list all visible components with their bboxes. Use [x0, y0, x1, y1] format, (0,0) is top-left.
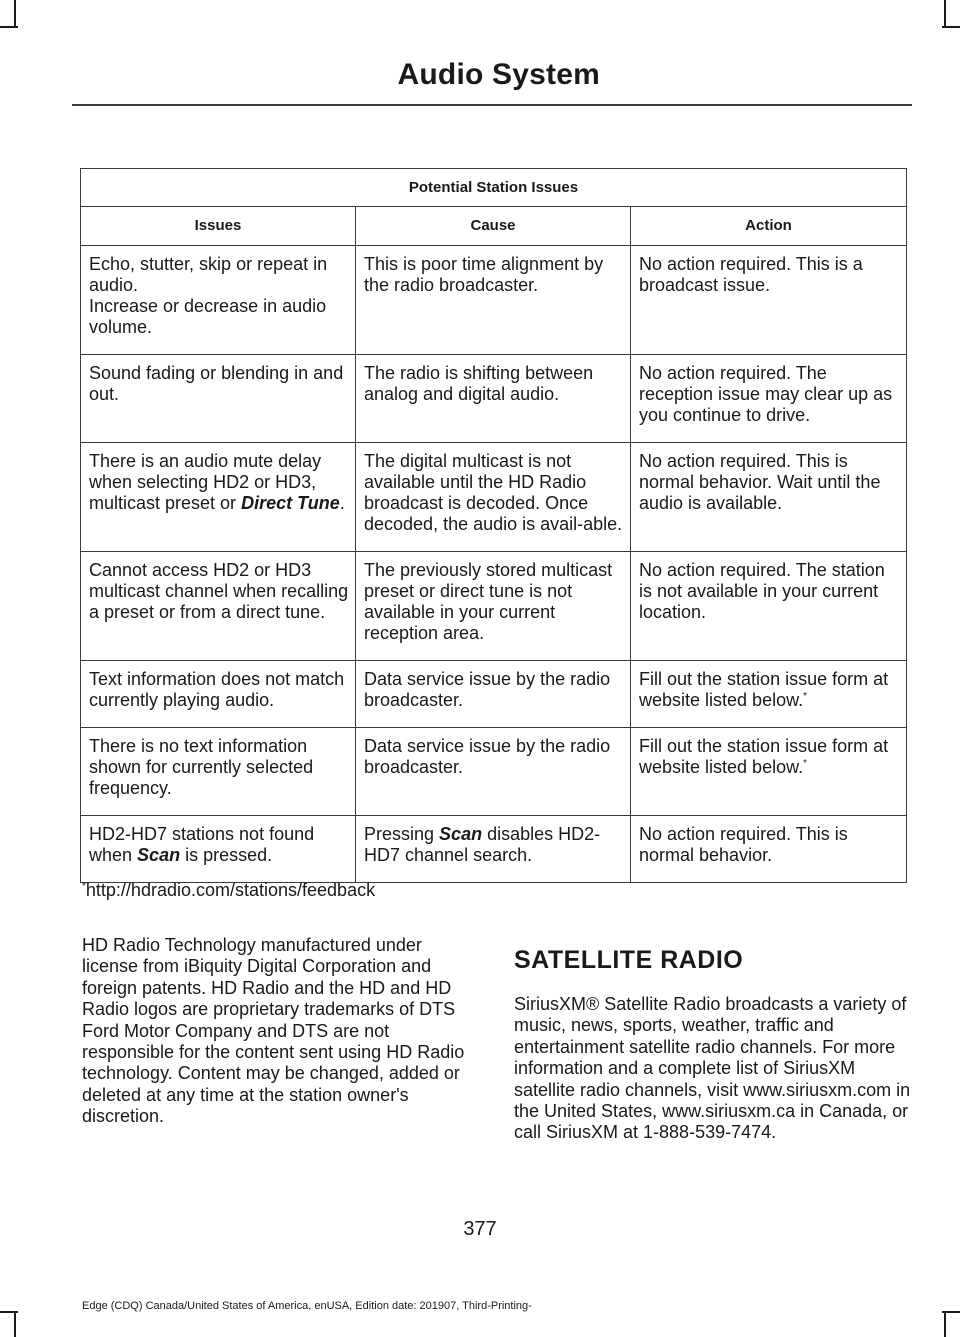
action-cell: No action required. This is a broadcast issue. — [631, 246, 907, 355]
scan-label: Scan — [439, 824, 483, 844]
page-title: Audio System — [397, 58, 600, 91]
issue-text: HD2-HD7 stations not found when — [89, 824, 315, 865]
table-caption: Potential Station Issues — [81, 169, 907, 207]
footnote — [82, 880, 375, 901]
action-text: Fill out the station issue form at website listed below. — [639, 669, 889, 710]
crop-mark — [14, 0, 16, 28]
crop-mark — [942, 26, 960, 28]
cause-cell: Data service issue by the radio broadcaster. — [356, 728, 631, 816]
action-cell — [631, 728, 907, 816]
scan-label: Scan — [137, 845, 181, 865]
cause-cell — [356, 816, 631, 883]
issue-cell: There is no text information shown for currently selected frequency. — [81, 728, 356, 816]
issue-text: is pressed. — [185, 845, 273, 865]
crop-mark — [942, 1311, 960, 1313]
table-row — [81, 728, 907, 816]
cause-cell: This is poor time alignment by the radio broadcaster. — [356, 246, 631, 355]
satellite-radio-section — [514, 994, 914, 1144]
footnote-url: http://hdradio.com/stations/feedback — [85, 880, 376, 900]
direct-tune-label: Direct Tune — [241, 493, 340, 513]
cause-text: disables HD2-HD7 channel search. — [364, 824, 601, 865]
issue-text: . — [339, 493, 345, 513]
crop-mark — [944, 1311, 946, 1337]
cause-cell: The radio is shifting between analog and digital audio. — [356, 355, 631, 443]
crop-mark — [944, 0, 946, 28]
action-cell: No action required. The station is not available in your current location. — [631, 552, 907, 661]
table-row — [81, 816, 907, 883]
action-cell: No action required. The reception issue may clear up as you continue to drive. — [631, 355, 907, 443]
page-number: 377 — [463, 1218, 497, 1240]
table-row — [81, 355, 907, 443]
section-title: SATELLITE RADIO — [514, 946, 744, 974]
crop-mark — [14, 1311, 16, 1337]
issue-line: Echo, stutter, skip or repeat in audio. — [89, 254, 328, 295]
cause-cell: Data service issue by the radio broadcaster. — [356, 661, 631, 728]
issue-cell: Cannot access HD2 or HD3 multicast channel when recalling a preset or from a direct tune. — [81, 552, 356, 661]
issue-line: Increase or decrease in audio volume. — [89, 296, 327, 337]
issue-text: There is an audio mute delay when selecting HD2 or HD3, multicast preset or — [89, 451, 322, 513]
action-cell: No action required. This is normal behavior. — [631, 816, 907, 883]
action-cell: No action required. This is normal behavior. Wait until the audio is available. — [631, 443, 907, 552]
hd-radio-paragraph: HD Radio Technology manufactured under license from iBiquity Digital Corporation and foreign patents. HD Radio and the HD and HD Radio logos are proprietary trademarks of DTS Ford Motor Company and DTS are not responsible for the content sent using HD Radio technology. Content may be changed, added or deleted at any time at the station owner's discretion. — [82, 935, 465, 1127]
table-row — [81, 661, 907, 728]
column-header-cause: Cause — [356, 207, 631, 246]
table-row — [81, 246, 907, 355]
issue-cell: Text information does not match currently playing audio. — [81, 661, 356, 728]
cause-text: Pressing — [364, 824, 435, 844]
station-issues-table — [80, 168, 907, 883]
footnote-mark: * — [803, 758, 807, 769]
edition-line: Edge (CDQ) Canada/United States of America, enUSA, Edition date: 201907, Third-Printing- — [82, 1300, 532, 1312]
action-text: Fill out the station issue form at website listed below. — [639, 736, 889, 777]
hd-radio-notice — [82, 935, 478, 1128]
header-rule — [72, 104, 912, 106]
issue-cell — [81, 246, 356, 355]
issue-cell: Sound fading or blending in and out. — [81, 355, 356, 443]
cause-cell: The digital multicast is not available until the HD Radio broadcast is decoded. Once decoded, the audio is avail-able. — [356, 443, 631, 552]
table-row — [81, 443, 907, 552]
footnote-mark: * — [82, 881, 86, 892]
table-row — [81, 552, 907, 661]
footnote-mark: * — [803, 691, 807, 702]
cause-cell: The previously stored multicast preset or direct tune is not available in your current reception area. — [356, 552, 631, 661]
crop-mark — [0, 26, 18, 28]
column-header-issues: Issues — [81, 207, 356, 246]
column-header-action: Action — [631, 207, 907, 246]
action-cell — [631, 661, 907, 728]
issue-cell — [81, 816, 356, 883]
issue-cell — [81, 443, 356, 552]
satellite-paragraph: SiriusXM® Satellite Radio broadcasts a variety of music, news, sports, weather, traffic and entertainment satellite radio channels. For more information and a complete list of SiriusXM satellite radio channels, visit www.siriusxm.com in the United States, www.siriusxm.ca in Canada, or call SiriusXM at 1-888-539-7474. — [514, 994, 911, 1143]
crop-mark — [0, 1311, 18, 1313]
